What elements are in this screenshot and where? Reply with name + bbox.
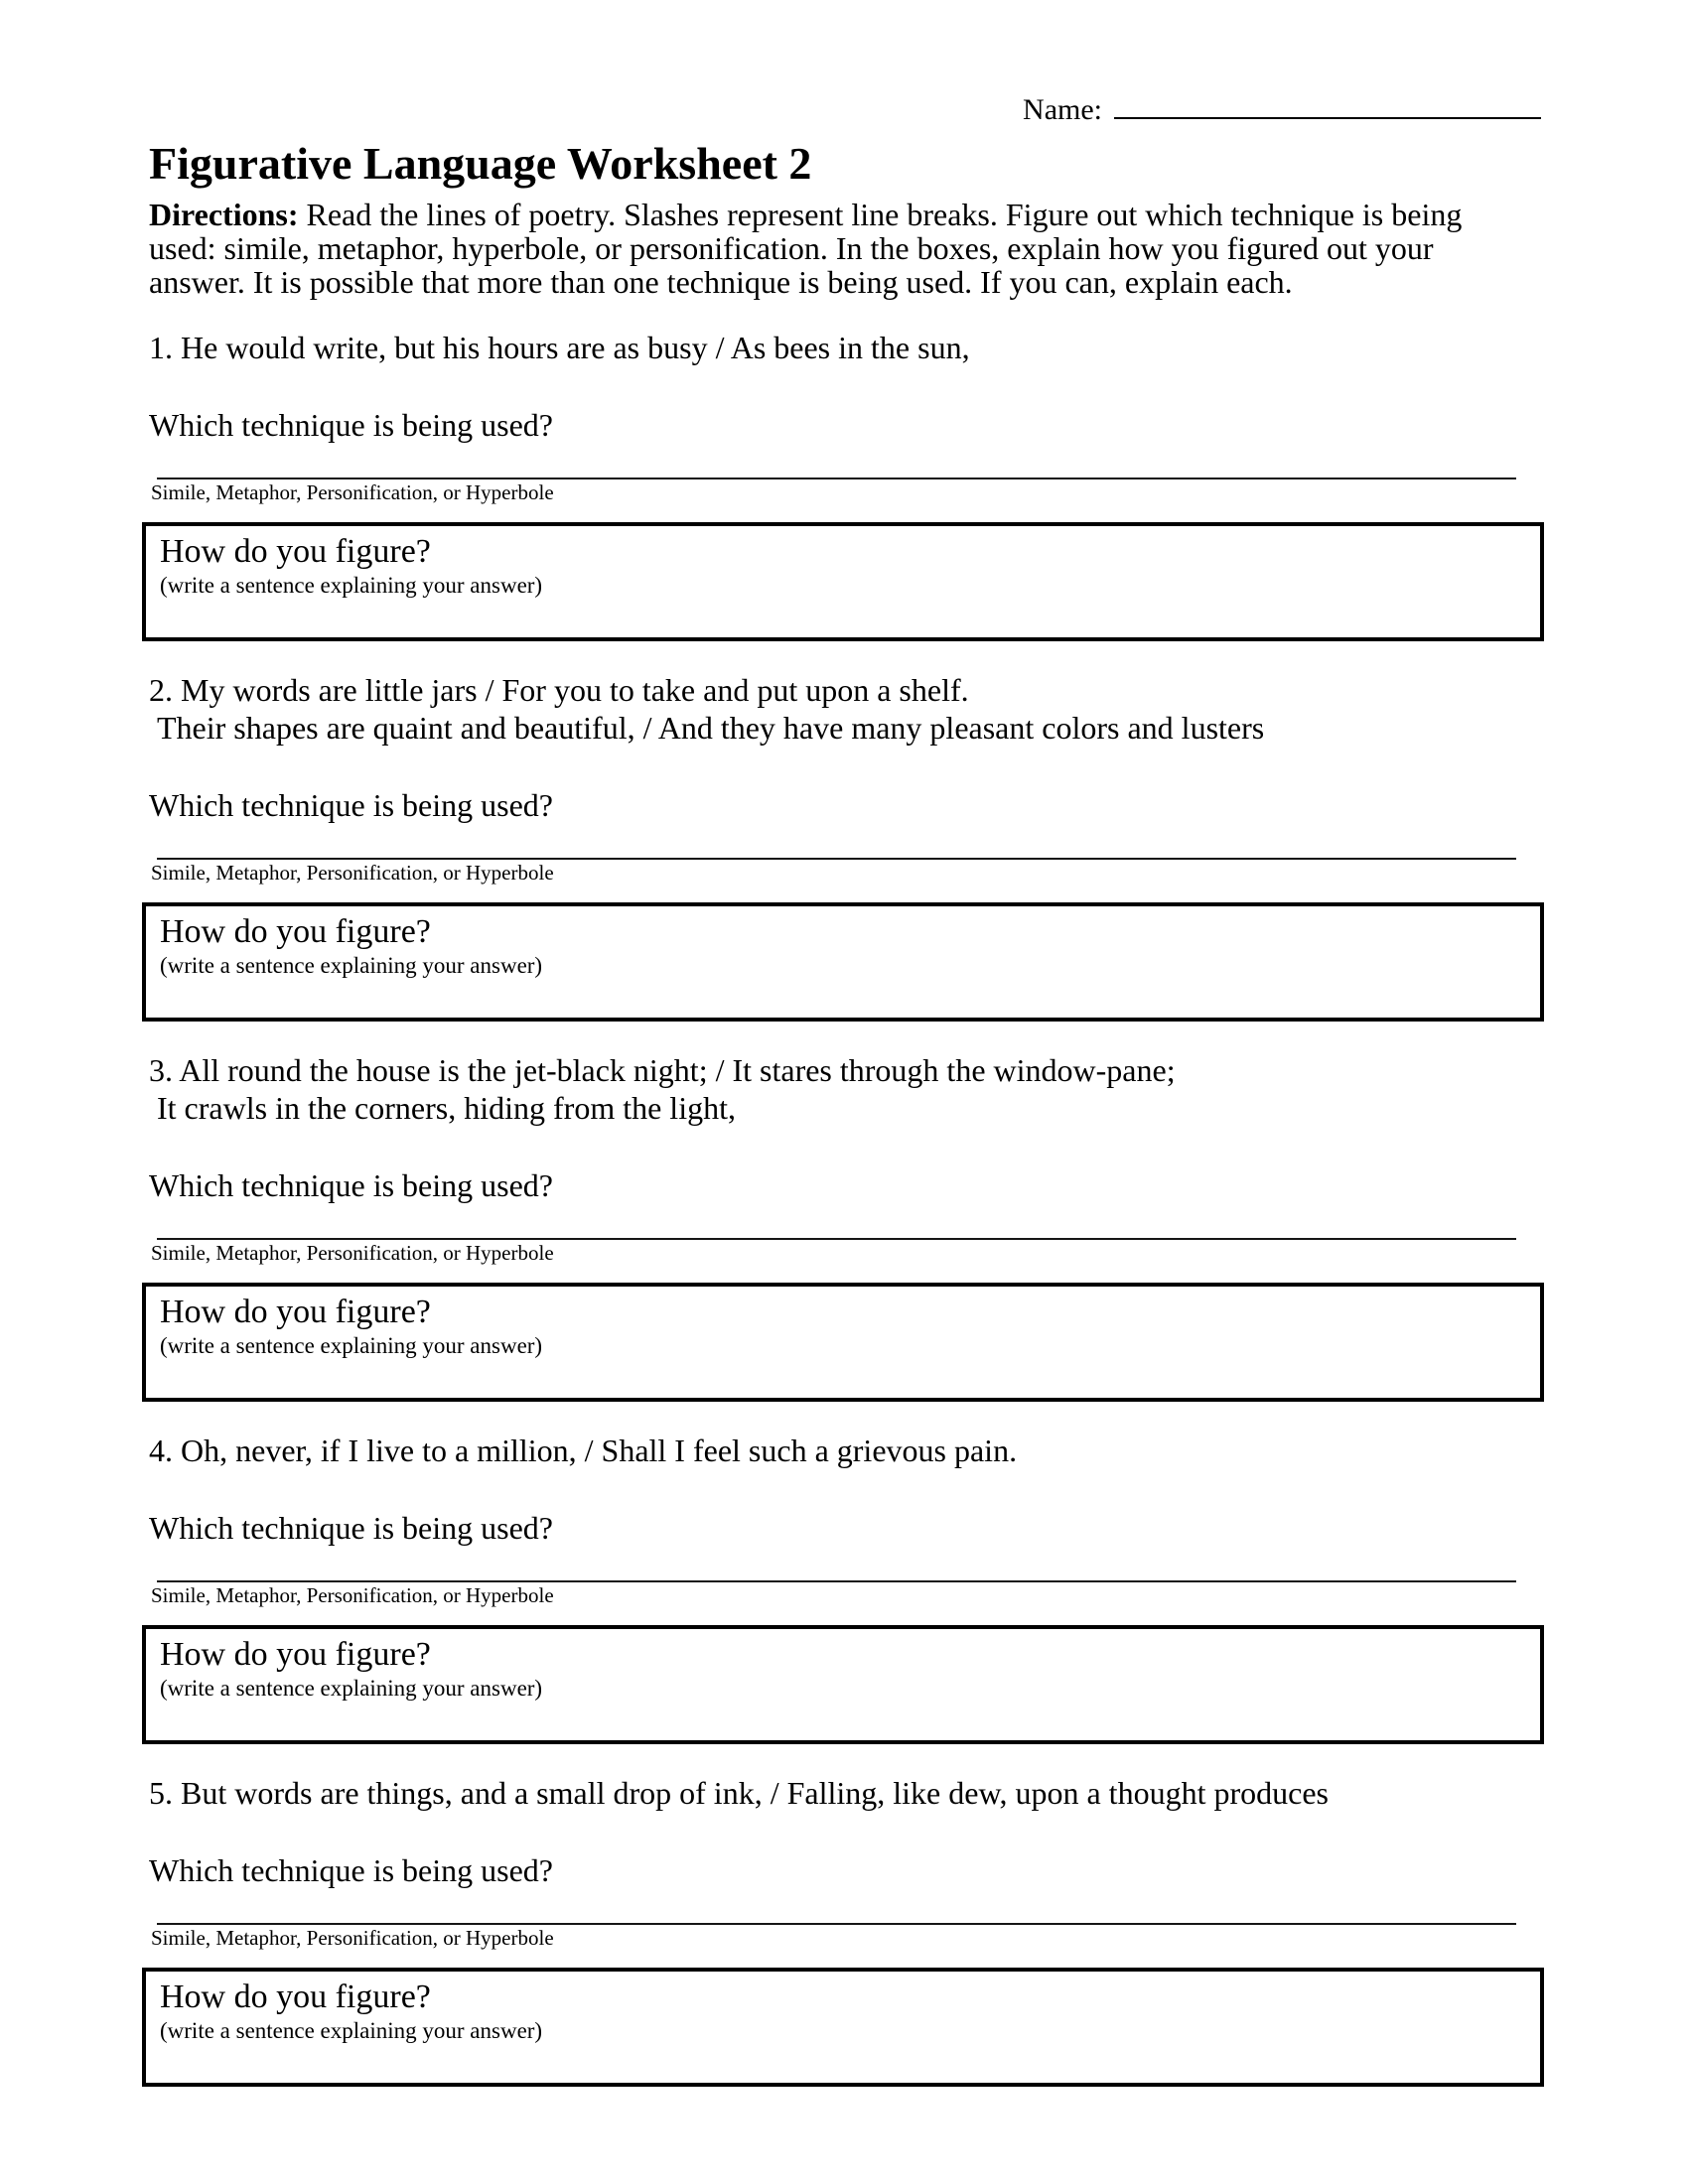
explanation-box-hint: (write a sentence explaining your answer) [160,2018,543,2043]
question-number: 4. [149,1433,181,1468]
question-block [149,1432,1541,1744]
question-block [149,671,1541,1022]
question-line-1: He would write, but his hours are as busy / As bees in the sun, [181,330,970,365]
answer-line-caption: Simile, Metaphor, Personification, or Hyperbole [151,1926,554,1950]
question-number: 5. [149,1775,181,1811]
question-number: 2. [149,672,181,708]
explanation-box[interactable] [142,1968,1544,2087]
name-row [149,87,1541,128]
question-block [149,1051,1541,1402]
question-line-2: It crawls in the corners, hiding from the light, [157,1090,736,1126]
explanation-box-hint: (write a sentence explaining your answer) [160,1676,543,1701]
question-text [149,1432,1541,1469]
explanation-box-hint: (write a sentence explaining your answer) [160,1333,543,1358]
question-line-1: My words are little jars / For you to take and put upon a shelf. [181,672,969,708]
technique-prompt: Which technique is being used? [149,787,553,823]
question-number: 1. [149,330,181,365]
explanation-box[interactable] [142,1283,1544,1402]
explanation-box[interactable] [142,902,1544,1022]
question-text [149,671,1541,747]
explanation-box-title: How do you figure? [160,913,431,950]
technique-prompt: Which technique is being used? [149,1852,553,1888]
answer-line-caption: Simile, Metaphor, Personification, or Hyperbole [151,480,554,504]
directions-label: Directions: [149,197,299,232]
answer-line-caption: Simile, Metaphor, Personification, or Hyperbole [151,1583,554,1607]
question-line-2: Their shapes are quaint and beautiful, / And they have many pleasant colors and lusters [157,710,1265,746]
question-text [149,1774,1541,1812]
question-line-1: All round the house is the jet-black night; / It stares through the window-pane; [179,1052,1176,1088]
questions-container [149,329,1541,2087]
explanation-box-hint: (write a sentence explaining your answer) [160,953,543,978]
explanation-box-title: How do you figure? [160,533,431,570]
question-text [149,329,1541,366]
page-title: Figurative Language Worksheet 2 [149,138,812,189]
name-field-line[interactable] [1114,87,1541,119]
explanation-box-hint: (write a sentence explaining your answer) [160,573,543,598]
question-number: 3. [149,1052,180,1088]
directions [149,198,1534,299]
name-label: Name: [1023,93,1102,126]
answer-line-caption: Simile, Metaphor, Personification, or Hyperbole [151,861,554,885]
question-text [149,1051,1541,1127]
technique-prompt: Which technique is being used? [149,1167,553,1203]
technique-prompt: Which technique is being used? [149,407,553,443]
technique-prompt: Which technique is being used? [149,1510,553,1546]
question-line-1: Oh, never, if I live to a million, / Shall I feel such a grievous pain. [181,1433,1018,1468]
question-block [149,329,1541,641]
explanation-box[interactable] [142,522,1544,641]
explanation-box[interactable] [142,1625,1544,1744]
explanation-box-title: How do you figure? [160,1636,431,1673]
directions-text: Read the lines of poetry. Slashes represent line breaks. Figure out which technique is being used: simile, metaphor, hyperbole, or personification. In the boxes, explain how you figured out your answer. It is possible that more than one technique is being used. If you can, explain each. [149,197,1463,300]
question-line-1: But words are things, and a small drop of ink, / Falling, like dew, upon a thought produces [181,1775,1329,1811]
question-block [149,1774,1541,2087]
explanation-box-title: How do you figure? [160,1979,431,2015]
explanation-box-title: How do you figure? [160,1294,431,1330]
answer-line-caption: Simile, Metaphor, Personification, or Hyperbole [151,1241,554,1265]
